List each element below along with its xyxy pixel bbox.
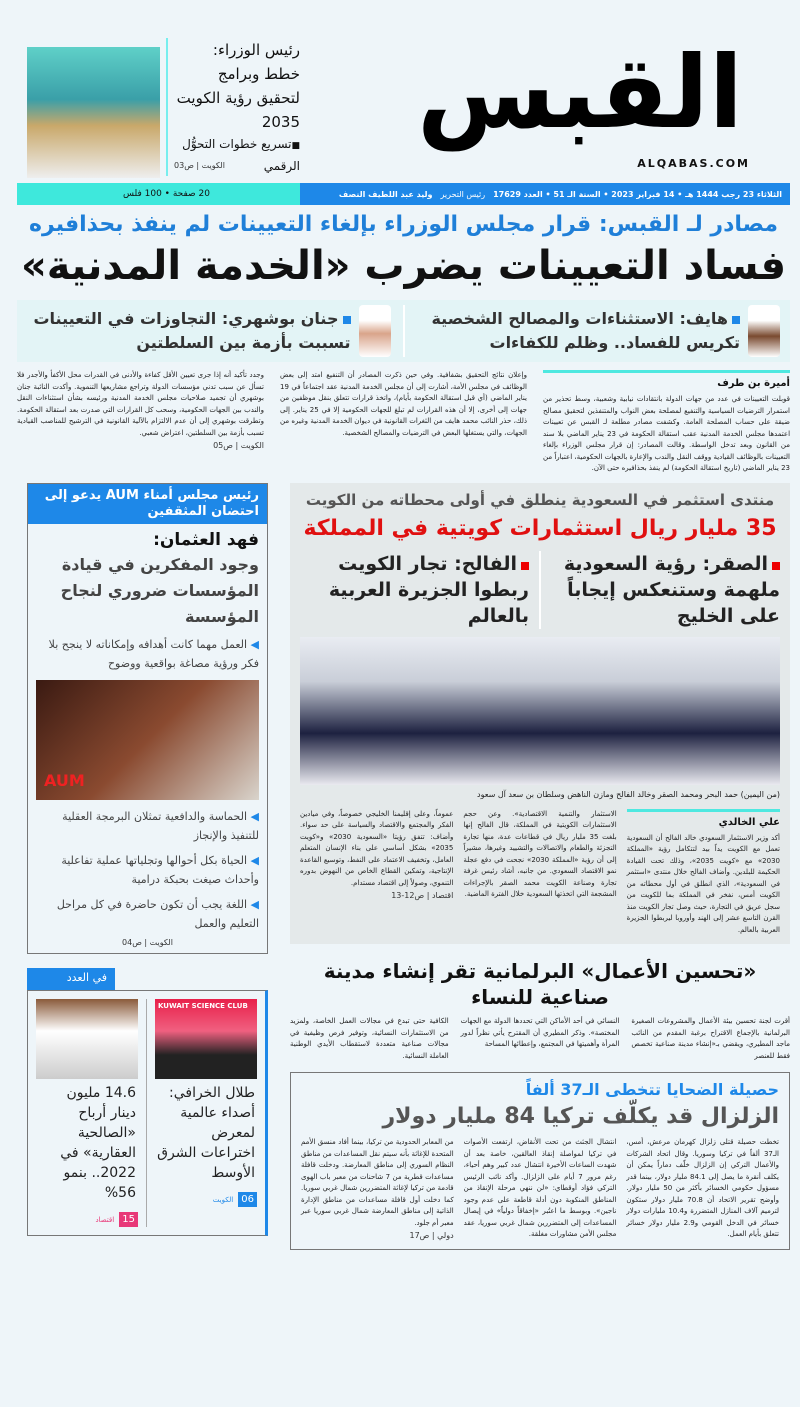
quote-box bbox=[17, 300, 790, 362]
aum-logo: AUM bbox=[44, 770, 85, 790]
right-column bbox=[290, 483, 790, 1250]
square-bullet-icon bbox=[343, 316, 351, 324]
teaser-photo bbox=[27, 47, 160, 178]
aum-bullet: ◀ الحياة بكل أحوالها وتجلياتها عملية تفاعلية وأحداث صيغت بحبكة درامية bbox=[28, 848, 267, 892]
teaser-ref: الكويت | ص03 bbox=[174, 161, 225, 170]
quote-text: هايف: الاستثناءات والمصالح الشخصية تكريس للفساد.. وظلم للكفاءات bbox=[431, 309, 740, 352]
article-text: أكد وزير الاستثمار السعودي خالد الفالح أن السعودية تعمل مع الكويت يداً بيد لتتكامل رؤية «المملكة 2030» مع «كويت 2035»، وذلك تحت القيادة الحكيمة للبلدين. وأضاف الفالح خلال منتدى «استثمر في السعودية»، الذي انطلق في أول محطاته من الكويت أمس، نفخر في المملكة بما للكويت من سجل عريق في التجارة، حيث وصل تجار الكويت منذ القرن التاسع عشر إلى الهند وأوروبا ليربطوا الجزيرة العربية بالعالم. bbox=[626, 833, 780, 934]
editor-name: وليد عبد اللطيف النصف bbox=[338, 189, 433, 199]
quote-boushehri bbox=[27, 305, 391, 357]
divider bbox=[146, 999, 147, 1227]
article-text: عموماً، وعلى إقليمنا الخليجي خصوصاً، وفي ميادين الفكر والمجتمع والاقتصاد والسياسة على حد سواء. وأضاف: تتفق رؤيتا «السعودية 2030» و«كويت 2035» بشكل أساسي على بناء الإنسان المتعلم العامل، وتخفيف الاعتماد على النفط، وتوسيع القاعدة الإنتاجية، وتمكين القطاع الخاص من النهوض بدوره التنموي، وصولاً إلى اقتصاد مستدام. bbox=[300, 809, 454, 887]
lead-kicker[interactable]: مصادر لـ القبس: قرار مجلس الوزراء بإلغاء التعيينات لم ينفذ بحذافيره bbox=[29, 212, 778, 237]
saudi-sub-1 bbox=[551, 551, 780, 629]
saudi-subheads bbox=[300, 551, 780, 629]
aum-story[interactable] bbox=[27, 483, 268, 954]
quake-col-3 bbox=[301, 1137, 454, 1240]
women-headline[interactable]: «تحسين الأعمال» البرلمانية تقر إنشاء مدينة صناعية للنساء bbox=[323, 959, 757, 1009]
quake-headline: الزلزال قد يكلّف تركيا 84 مليار دولار bbox=[382, 1104, 779, 1129]
byline: علي الخالدي bbox=[627, 809, 780, 828]
teaser-headline: رئيس الوزراء: خطط وبرامج لتحقيق رؤية الكويت 2035 bbox=[176, 41, 300, 131]
subhead-text: الفالح: تجار الكويت ربطوا الجزيرة العربية بالعالم bbox=[328, 552, 529, 627]
page-ref: دولي | ص17 bbox=[409, 1231, 454, 1240]
page-badge: 15 bbox=[119, 1212, 138, 1227]
item-photo bbox=[36, 999, 138, 1079]
page-number: ص12-13 bbox=[391, 891, 425, 900]
page-ref: ص03 bbox=[174, 161, 194, 170]
page-number: ص04 bbox=[122, 937, 142, 947]
site-url[interactable]: ALQABAS.COM bbox=[637, 157, 750, 170]
article-text: وجدد تأكيد أنه إذا جرى تعيين الأقل كفاءة والأدنى في القدرات محل الأكفأ والأجدر فلا تسأل عن سبب تدني مؤسسات الدولة وتراجع مشاريعها التنموية. وأكدت النائبة جنان بوشهري أن تجميد صلاحيات مجلس الخدمة المدنية ورئيسه بشأن استثناءات النقل والندب بين الجهات الحكومية، وسحب كل القرارات التي صدرت بعد استقالة الحكومة. وتطرقت بوشهري إلى أن عدم الالتزام بالآلية القانونية في الترشيح للمناصب القيادية تسبب بأزمة بين السلطتين، اعتراض شعبي. bbox=[17, 371, 264, 437]
section-label: دولي bbox=[437, 1231, 454, 1240]
aum-header: رئيس مجلس أمناء AUM يدعو إلى احتضان المثقفين bbox=[28, 484, 267, 524]
teaser-bullet-wrap bbox=[174, 134, 300, 176]
aum-headline: وجود المفكرين في قيادة المؤسسات ضروري لنجاح المؤسسة bbox=[60, 554, 259, 626]
square-bullet-icon bbox=[732, 316, 740, 324]
women-col-2: النسائي في أحد الأماكن التي تحددها الدولة مع الجهات المختصة». وذكر المطيري أن المقترح يأتي نظراً لدور المرأة وأهميتها في المجتمع، وإعطائها المساحة bbox=[460, 1017, 620, 1048]
aum-bullet: ◀ العمل مهما كانت أهدافه وإمكاناته لا ينجح بلا فكر ورؤية مصاغة بواقعية ووضوح bbox=[28, 632, 267, 676]
page-badge: 06 bbox=[238, 1192, 257, 1207]
saudi-kicker: منتدى استثمر في السعودية ينطلق في أولى محطاته من الكويت bbox=[305, 490, 775, 509]
page-body bbox=[17, 210, 790, 1250]
saudi-headline: 35 مليار ريال استثمارات كويتية في المملكة bbox=[303, 515, 777, 541]
editor-label: رئيس التحرير bbox=[440, 189, 486, 199]
quake-story[interactable] bbox=[290, 1072, 790, 1250]
teaser-bullet: تسريع خطوات التحوُّل الرقمي bbox=[182, 137, 300, 173]
quake-kicker: حصيلة الضحايا تتخطى الـ37 ألفاً bbox=[525, 1080, 779, 1099]
saudi-story[interactable] bbox=[290, 483, 790, 945]
section-label: الكويت bbox=[201, 161, 225, 170]
teaser-story[interactable] bbox=[166, 38, 300, 176]
women-col-3: الكافية حتى تبدع في مجالات العمل الخاصة، ولمزيد من الاستثمارات النسائية، وتوفير فرص وظيفية في مجالات صناعية متعددة لاستقطاب الأيدي الوطنية العاملة النسائية. bbox=[289, 1017, 449, 1060]
saudi-col-1 bbox=[627, 809, 780, 937]
subhead-text: الصقر: رؤية السعودية ملهمة وستنعكس إيجاباً على الخليج bbox=[563, 552, 780, 627]
page-ref: اقتصاد | ص12-13 bbox=[391, 891, 454, 900]
lead-col-3 bbox=[17, 370, 264, 450]
page-number: ص17 bbox=[409, 1231, 430, 1240]
pages-price: 20 صفحة • 100 فلس bbox=[123, 189, 210, 199]
quake-col-1: تخطت حصيلة قتلى زلزال كهرمان مرعش، أمس، الـ37 ألفاً في تركيا وسوريا. وقال اتحاد الشركات والأعمال التركي إن الزلزال خلّف دماراً يمكن أن يكلف أنقرة ما يصل إلى 84.1 مليار دولار، بينما قدر مسؤول حكومي الخسائر بأكثر من 50 مليار دولار. وأوضح تقرير الاتحاد أن 70.8 مليار دولار ستكون لترميم آلاف المنازل المتضررة و10.4 مليارات دولار خسائر في الدخل القومي و2.9 مليار دولار خسائر تتعلق بأيام العمل. bbox=[626, 1138, 779, 1238]
inside-box bbox=[27, 990, 268, 1236]
date-bar bbox=[300, 183, 790, 205]
quake-col-2: انتشال الجثث من تحت الأنقاض، ارتفعت الأصوات في تركيا لمواصلة إنقاذ العالقين، خاصة بعد أن شهدت الساعات الأخيرة انتشال عدد كبير وهم أحياء، رغم مرور 7 أيام على الزلزال. وأكد نائب الرئيس التركي فؤاد أوقطاي: «لن ننهي مرحلة الإنقاذ من المناطق المنكوبة دون أدلة قاطعة على عدم وجود ناجين». وبوسط ما اعتُبر «إخفاقاً دولياً» في إيصال المساعدات إلى المتضررين شمال غربي سوريا، عقد مجلس الأمن مشاورات مغلقة. bbox=[463, 1138, 617, 1238]
lower-section bbox=[17, 483, 790, 1250]
inside-tab: في العدد bbox=[27, 968, 115, 990]
forum-photo bbox=[300, 637, 780, 785]
quake-columns bbox=[301, 1137, 779, 1241]
page-ref: الكويت | ص04 bbox=[122, 937, 173, 947]
item-text: 14.6 مليون دينار أرباح «الصالحية العقارية» في 2022.. بنمو 56% bbox=[60, 1084, 136, 1201]
inside-item[interactable] bbox=[155, 999, 257, 1227]
issue-date: الثلاثاء 23 رجب 1444 هـ • 14 فبراير 2023 • السنة الـ 51 • العدد 17629 bbox=[493, 189, 782, 199]
masthead-logo: القبس bbox=[417, 34, 743, 151]
section-label: اقتصاد bbox=[431, 891, 454, 900]
square-bullet-icon bbox=[772, 562, 780, 570]
section-label: الكويت bbox=[149, 937, 173, 947]
page-ref: الكويت | ص05 bbox=[213, 441, 264, 450]
byline: أميرة بن طرف bbox=[543, 370, 790, 389]
square-bullet-icon bbox=[521, 562, 529, 570]
square-bullet-icon: ■ bbox=[291, 141, 300, 151]
left-column bbox=[17, 483, 268, 1236]
saudi-sub-2 bbox=[300, 551, 529, 629]
price-bar bbox=[17, 183, 300, 205]
hayef-photo bbox=[748, 305, 780, 357]
lead-col-2: وإعلان نتائج التحقيق بشفافية. وفي حين ذكرت المصادر أن التنفيع امتد إلى بعض الوظائف في مجلس الأمة، أشارت إلى أن مجلس الخدمة المدنية عقد اجتماعاً في 19 يناير الماضي (أي قبل استقالة الحكومة بأيام)، واتخذ قرارات تتعلق بنقل موظفين من جهات إلى أخرى، إلا أن هذه القرارات لم تبلغ للجهات الحكومية إلا في 25 يناير. إلى ذلك، حذر النائب محمد هايف من الثغرات القانونية في ديوان الخدمة المدنية وغيره من الجهات، والتي يستغلها البعض في الترضيات والمصالح الشخصية. bbox=[280, 371, 528, 437]
women-columns bbox=[290, 1016, 790, 1062]
section-label: اقتصاد bbox=[95, 1215, 115, 1224]
quote-hayef bbox=[417, 305, 781, 357]
saudi-col-2: الاستثمار والتنمية الاقتصادية». وعن حجم الاستثمارات الكويتية في المملكة، قال الفالح إنها بلغت 35 مليار ريال في قطاعات عدة، منها تجارة التجزئة والطعام والاتصالات والتشييد وغيرها، مشيراً إلى أن رؤية «المملكة 2030» نجحت في دفع عجلة نمو الاقتصاد السعودي. من جانبه، أشاد رئيس غرفة تجارة وصناعة الكويت محمد الصقر بالإجراءات المشجعة التي اتخذتها السعودية خلال الفترة الماضية. bbox=[463, 809, 617, 898]
article-text: من المعابر الحدودية من تركيا، بينما أفاد منسق الأمم المتحدة للإغاثة بأنه سيتم نقل المساعدات من مناطق النظام السوري إلى مناطق المعارضة. ودخلت قافلة مساعدات قطرية من 7 شاحنات من معبر باب الهوى قادمة من تركيا لإغاثة المتضررين شمال غربي سوريا. كما دخلت أول قافلة مساعدات من مناطق الإدارة الذاتية إلى مناطق المعارضة شمال غربي سوريا عبر معبر أم جلود. bbox=[300, 1138, 454, 1227]
aum-bullet: ◀ اللغة يجب أن تكون حاضرة في كل مراحل التعليم والعمل bbox=[28, 892, 267, 936]
aum-bullet: ◀ الحماسة والدافعية تمثلان البرمجة العقلية للتنفيذ والإنجاز bbox=[28, 804, 267, 848]
section-label: الكويت bbox=[240, 441, 264, 450]
quote-text: جنان بوشهري: التجاوزات في التعيينات تسببت بأزمة بين السلطتين bbox=[33, 309, 351, 352]
page-number: ص05 bbox=[213, 441, 233, 450]
item-text: طلال الخرافي: أصداء عالمية لمعرض اختراعات الشرق الأوسط bbox=[157, 1084, 255, 1181]
lead-columns bbox=[17, 370, 790, 475]
boushehri-photo bbox=[359, 305, 391, 357]
divider bbox=[539, 551, 541, 629]
section-label: الكويت bbox=[212, 1195, 234, 1204]
article-text: قوبلت التعيينات في عدد من جهات الدولة بانتقادات نيابية وشعبية، وسط تحذير من استمرار الترضيات السياسية والتنفيع لمصلحة بعض النواب والمتنفذين لتحقيق مصالح ضيقة على حساب المصلحة العامة. وكشفت مصادر مطلعة لـ القبس عن تعيينات اعتمدها مجلس الخدمة المدنية عقب استقالة الحكومة في 23 يناير الماضي بلا سند من القانون وبعد تدخل الواسطة. وقالت المصادر: إن قرار مجلس الوزراء بإلغاء التعيينات بالوظائف القيادية ووقف النقل والندب والإعارة بالجهات الحكومية، اعتباراً من 23 يناير الماضي (تاريخ استقالة الحكومة) لم ينفذ بحذافيره حتى الآن. bbox=[543, 395, 791, 472]
aum-name: فهد العثمان: bbox=[153, 529, 259, 550]
aum-photo bbox=[36, 680, 259, 800]
lead-headline[interactable]: فساد التعيينات يضرب «الخدمة المدنية» bbox=[20, 243, 787, 289]
inside-item[interactable] bbox=[36, 999, 138, 1227]
item-photo: KUWAIT SCIENCE CLUB bbox=[155, 999, 257, 1079]
photo-caption: (من اليمين) حمد البحر ومحمد الصقر وخالد الفالح ومازن الناهض وسلطان بن سعد آل سعود bbox=[477, 789, 780, 799]
saudi-columns bbox=[300, 809, 780, 937]
saudi-col-3 bbox=[300, 809, 453, 901]
women-col-1: أقرت لجنة تحسين بيئة الأعمال والمشروعات الصغيرة البرلمانية بالإجماع الاقتراح برغبة المقدم من النائب ماجد المطيري، ويقضي بـ«إنشاء مدينة صناعية تخصص فقط للعنصر bbox=[631, 1017, 790, 1060]
lead-col-1 bbox=[543, 370, 790, 475]
divider bbox=[403, 305, 405, 357]
